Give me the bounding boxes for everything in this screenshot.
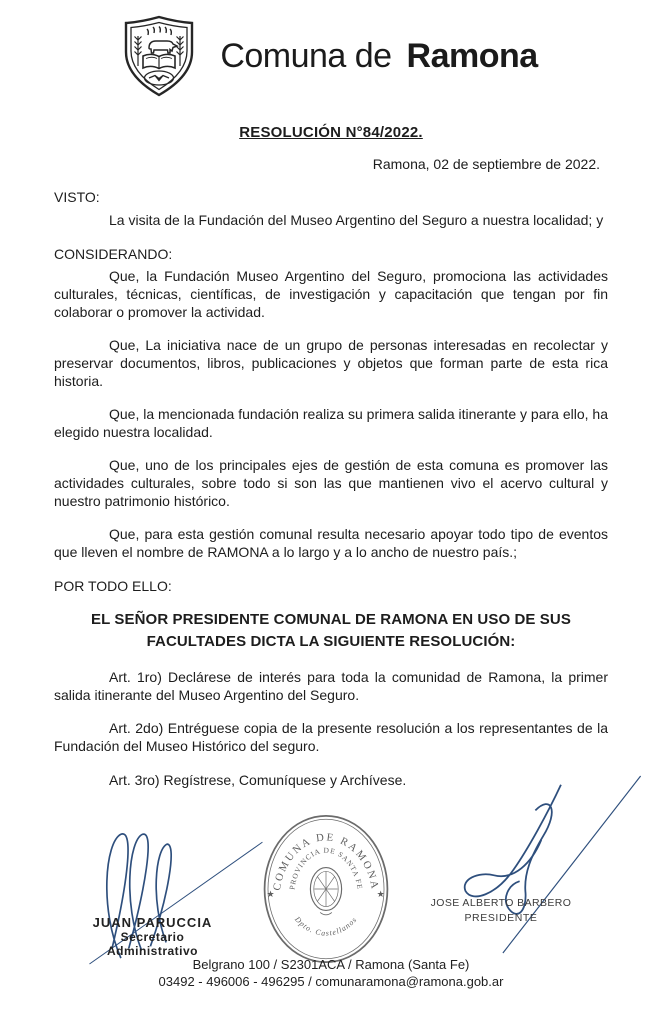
considerando-label: CONSIDERANDO:	[54, 246, 173, 262]
footer-contact	[0, 956, 662, 990]
seal-inner-text: PROVINCIA DE SANTA FE	[287, 845, 365, 891]
wheat-right-icon	[177, 36, 184, 66]
president-signature-ink	[408, 773, 646, 955]
secretary-signature-block	[55, 915, 250, 958]
comuna-shield-logo	[118, 14, 200, 98]
handshake-icon	[145, 71, 174, 85]
date-line: Ramona, 02 de septiembre de 2022.	[372, 156, 600, 172]
comuna-seal-stamp	[257, 811, 395, 967]
president-name: JOSE ALBERTO BARBERO	[430, 897, 572, 909]
org-name-regular: Comuna de	[220, 36, 392, 75]
resolution-title: RESOLUCIÓN N°84/2022.	[239, 124, 423, 141]
seal-star-left-icon: ★	[266, 888, 275, 899]
considerando-paragraph-4: Que, uno de los principales ejes de gestión de esta comuna es promover las actividades culturales, sobre todo si son las que mantienen vivo el acervo cultural y nuestro patrimonio histórico.	[54, 457, 608, 509]
resolution-heading: EL SEÑOR PRESIDENTE COMUNAL DE RAMONA EN USO DE SUS FACULTADES DICTA LA SIGUIENTE RESOLUCIÓN:	[91, 611, 571, 650]
open-book-icon	[143, 54, 175, 68]
document-body	[54, 189, 608, 789]
considerando-paragraph-5: Que, para esta gestión comunal resulta necesario apoyar todo tipo de eventos que lleven el nombre de RAMONA a lo largo y a lo ancho de nuestro país.;	[54, 526, 608, 560]
footer-phone-email: 03492 - 496006 - 496295 / comunaramona@ramona.gob.ar	[158, 974, 504, 989]
sun-icon	[147, 27, 171, 36]
por-todo-ello-label: POR TODO ELLO:	[54, 578, 172, 594]
visto-label: VISTO:	[54, 189, 100, 205]
considerando-paragraph-3: Que, la mencionada fundación realiza su primera salida itinerante y para ello, ha elegido nuestra localidad.	[54, 406, 608, 440]
letterhead	[0, 0, 662, 98]
president-signature-block	[411, 897, 591, 924]
svg-text:Dpto. Castellanos	[292, 914, 359, 938]
considerando-paragraph-2: Que, La iniciativa nace de un grupo de personas interesadas en recolectar y preservar documentos, libros, publicaciones y objetos que forman parte de esta rica historia.	[54, 337, 608, 389]
seal-outer-text: COMUNA DE RAMONA	[270, 831, 382, 892]
wheat-left-icon	[135, 36, 142, 66]
visto-text: La visita de la Fundación del Museo Argentino del Seguro a nuestra localidad; y	[109, 212, 604, 228]
org-name	[220, 37, 537, 76]
secretary-name: JUAN PARUCCIA	[92, 915, 213, 930]
cow-icon	[149, 41, 177, 53]
seal-star-right-icon: ★	[376, 888, 385, 899]
article-2: Art. 2do) Entréguese copia de la presente resolución a los representantes de la Fundación del Museo Histórico del seguro.	[54, 720, 608, 754]
secretary-role-line2: Administrativo	[106, 944, 198, 958]
org-name-bold: Ramona	[406, 36, 538, 75]
seal-bottom-text: Dpto. Castellanos	[293, 914, 359, 938]
considerando-paragraph-1: Que, la Fundación Museo Argentino del Seguro, promociona las actividades culturales, técnicas, científicas, de investigación y capacitación que tengan por fin colaborar o promover la actividad.	[54, 268, 608, 320]
president-role: PRESIDENTE	[464, 912, 538, 924]
footer-address: Belgrano 100 / S2301ACA / Ramona (Santa Fe)	[192, 957, 470, 972]
article-3: Art. 3ro) Regístrese, Comuníquese y Archívese.	[109, 772, 407, 788]
secretary-role-line1: Secretario	[120, 930, 185, 944]
article-1: Art. 1ro) Declárese de interés para toda la comunidad de Ramona, la primer salida itinerante del Museo Argentino del Seguro.	[54, 669, 608, 703]
